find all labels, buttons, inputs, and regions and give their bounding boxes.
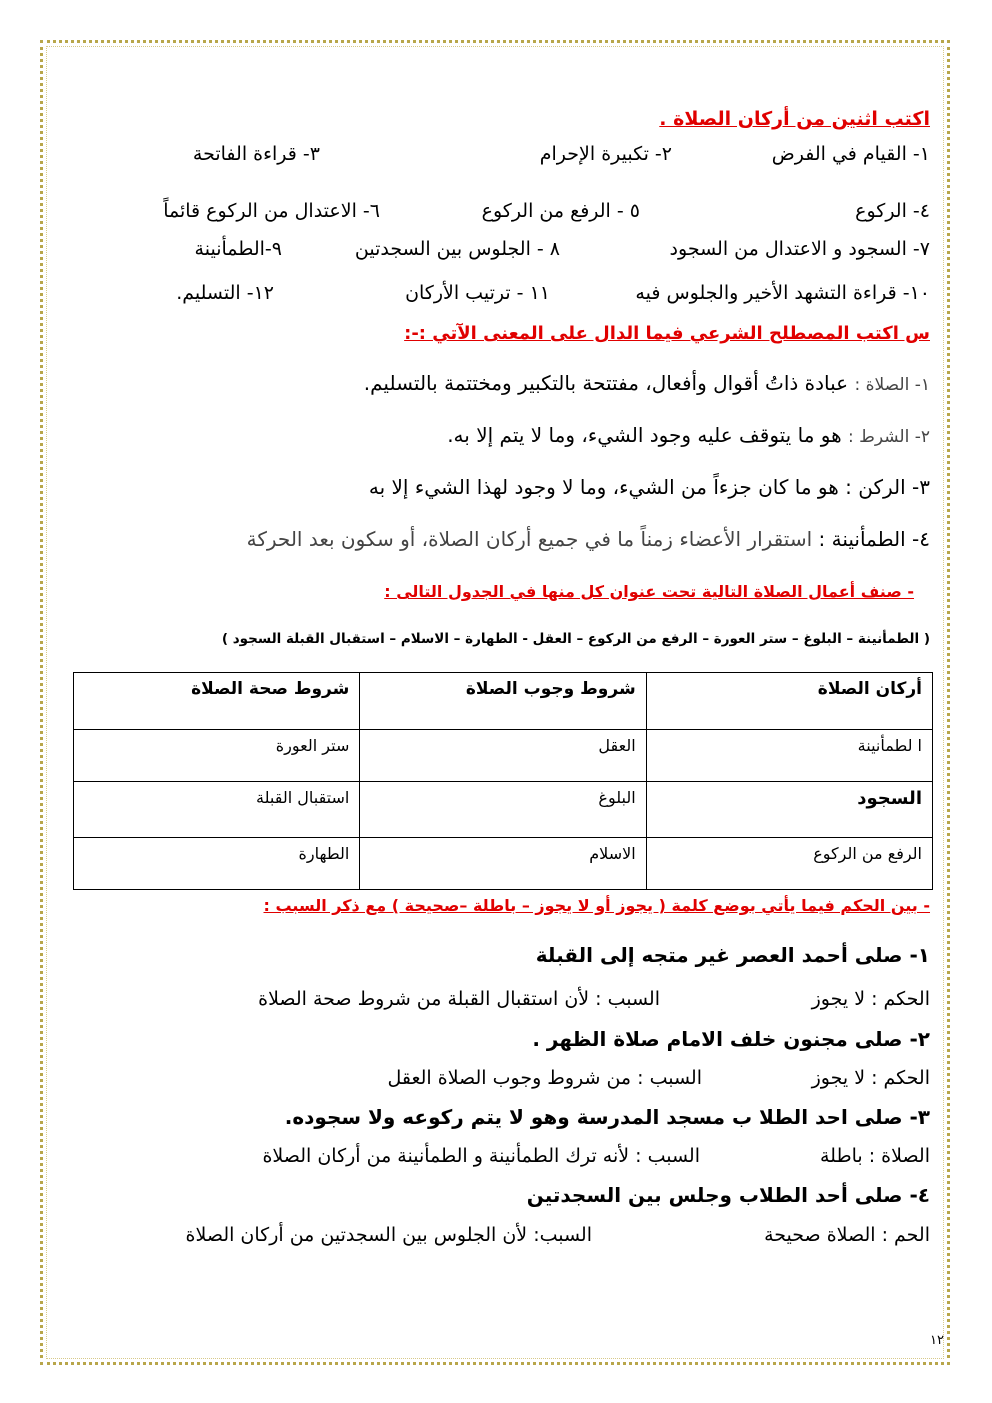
definition-2 xyxy=(447,423,930,447)
header-obligation-conditions: شروط وجوب الصلاة xyxy=(360,673,646,730)
definition-3 xyxy=(369,475,930,499)
definition-1 xyxy=(364,371,930,395)
q1-item-10: ١٠- قراءة التشهد الأخير والجلوس فيه xyxy=(635,282,930,304)
table-header-row xyxy=(74,673,933,730)
q1-item-9: ٩-الطمأنينة xyxy=(194,238,282,260)
case-4-reason: السبب: لأن الجلوس بين السجدتين من أركان الصلاة xyxy=(185,1224,592,1246)
table-cell: الرفع من الركوع xyxy=(646,837,932,889)
q3-title: - صنف أعمال الصلاة التالية تحت عنوان كل منها في الجدول التالى : xyxy=(384,582,914,601)
case-3-ruling: الصلاة : باطلة xyxy=(820,1145,930,1167)
q2-title: س اكتب المصطلح الشرعي فيما الدال على المعنى الآتي :-: xyxy=(404,323,930,344)
case-1-ruling: الحكم : لا يجوز xyxy=(811,988,930,1010)
page-number: ١٢ xyxy=(930,1333,944,1348)
q3-word-list: ( الطمأنينة – البلوغ – ستر العورة – الرفع من الركوع – العقل - الطهارة – الاسلام – استقبال القبلة السجود ) xyxy=(221,631,930,647)
case-1-question: ١- صلى أحمد العصر غير متجه إلى القبلة xyxy=(535,943,930,967)
case-2-ruling: الحكم : لا يجوز xyxy=(811,1067,930,1089)
table-row xyxy=(74,730,933,782)
table-cell: البلوغ xyxy=(360,782,646,838)
q1-item-3: ٣- قراءة الفاتحة xyxy=(192,143,320,165)
q1-item-2: ٢- تكبيرة الإحرام xyxy=(539,143,672,165)
q1-item-7: ٧- السجود و الاعتدال من السجود xyxy=(669,238,930,260)
table-cell: السجود xyxy=(646,782,932,838)
header-pillars: أركان الصلاة xyxy=(646,673,932,730)
definition-term: ٤- الطمأنينة : xyxy=(818,527,930,551)
definition-term: ١- الصلاة : xyxy=(854,375,930,395)
table-cell: العقل xyxy=(360,730,646,782)
case-3-question: ٣- صلى احد الطلا ب مسجد المدرسة وهو لا يتم ركوعه ولا سجوده. xyxy=(284,1105,930,1129)
header-validity-conditions: شروط صحة الصلاة xyxy=(74,673,360,730)
classification-table xyxy=(73,672,933,890)
q1-item-5: ٥ - الرفع من الركوع xyxy=(481,200,640,222)
table-cell: الاسلام xyxy=(360,837,646,889)
q1-item-6: ٦- الاعتدال من الركوع قائماً xyxy=(163,200,380,222)
table-cell: الطهارة xyxy=(74,837,360,889)
table-cell: ا لطمأنينة xyxy=(646,730,932,782)
q4-title: - بين الحكم فيما يأتي بوضع كلمة ( يجوز أو لا يجوز – باطلة –صحيحة ) مع ذكر السبب : xyxy=(263,896,930,915)
q1-item-11: ١١ - ترتيب الأركان xyxy=(405,282,550,304)
q1-item-8: ٨ - الجلوس بين السجدتين xyxy=(354,238,560,260)
case-2-question: ٢- صلى مجنون خلف الامام صلاة الظهر . xyxy=(532,1027,930,1051)
table-cell: ستر العورة xyxy=(74,730,360,782)
definition-term: ٢- الشرط : xyxy=(848,427,930,447)
table-row xyxy=(74,782,933,838)
case-1-reason: السبب : لأن استقبال القبلة من شروط صحة الصلاة xyxy=(258,988,660,1010)
table-row xyxy=(74,837,933,889)
definition-text: هو ما يتوقف عليه وجود الشيء، وما لا يتم إلا به. xyxy=(447,423,842,447)
definition-4 xyxy=(247,527,930,551)
case-2-reason: السبب : من شروط وجوب الصلاة العقل xyxy=(387,1067,702,1089)
q1-item-12: ١٢- التسليم. xyxy=(176,282,274,304)
case-4-ruling: الحم : الصلاة صحيحة xyxy=(764,1224,930,1246)
definition-text: استقرار الأعضاء زمناً ما في جميع أركان الصلاة، أو سكون بعد الحركة xyxy=(246,527,813,551)
case-4-question: ٤- صلى أحد الطلاب وجلس بين السجدتين xyxy=(526,1183,930,1207)
case-3-reason: السبب : لأنه ترك الطمأنينة و الطمأنينة من أركان الصلاة xyxy=(262,1145,700,1167)
definition-text: عبادة ذاتُ أقوال وأفعال، مفتتحة بالتكبير ومختتمة بالتسليم. xyxy=(363,371,849,395)
q1-item-4: ٤- الركوع xyxy=(855,200,930,222)
table-cell: استقبال القبلة xyxy=(74,782,360,838)
q1-title: اكتب اثنين من أركان الصلاة . xyxy=(659,108,930,130)
q1-item-1: ١- القيام في الفرض xyxy=(771,143,930,165)
definition-text: هو ما كان جزءاً من الشيء، وما لا وجود لهذا الشيء إلا به xyxy=(368,475,839,499)
definition-term: ٣- الركن : xyxy=(845,475,930,499)
